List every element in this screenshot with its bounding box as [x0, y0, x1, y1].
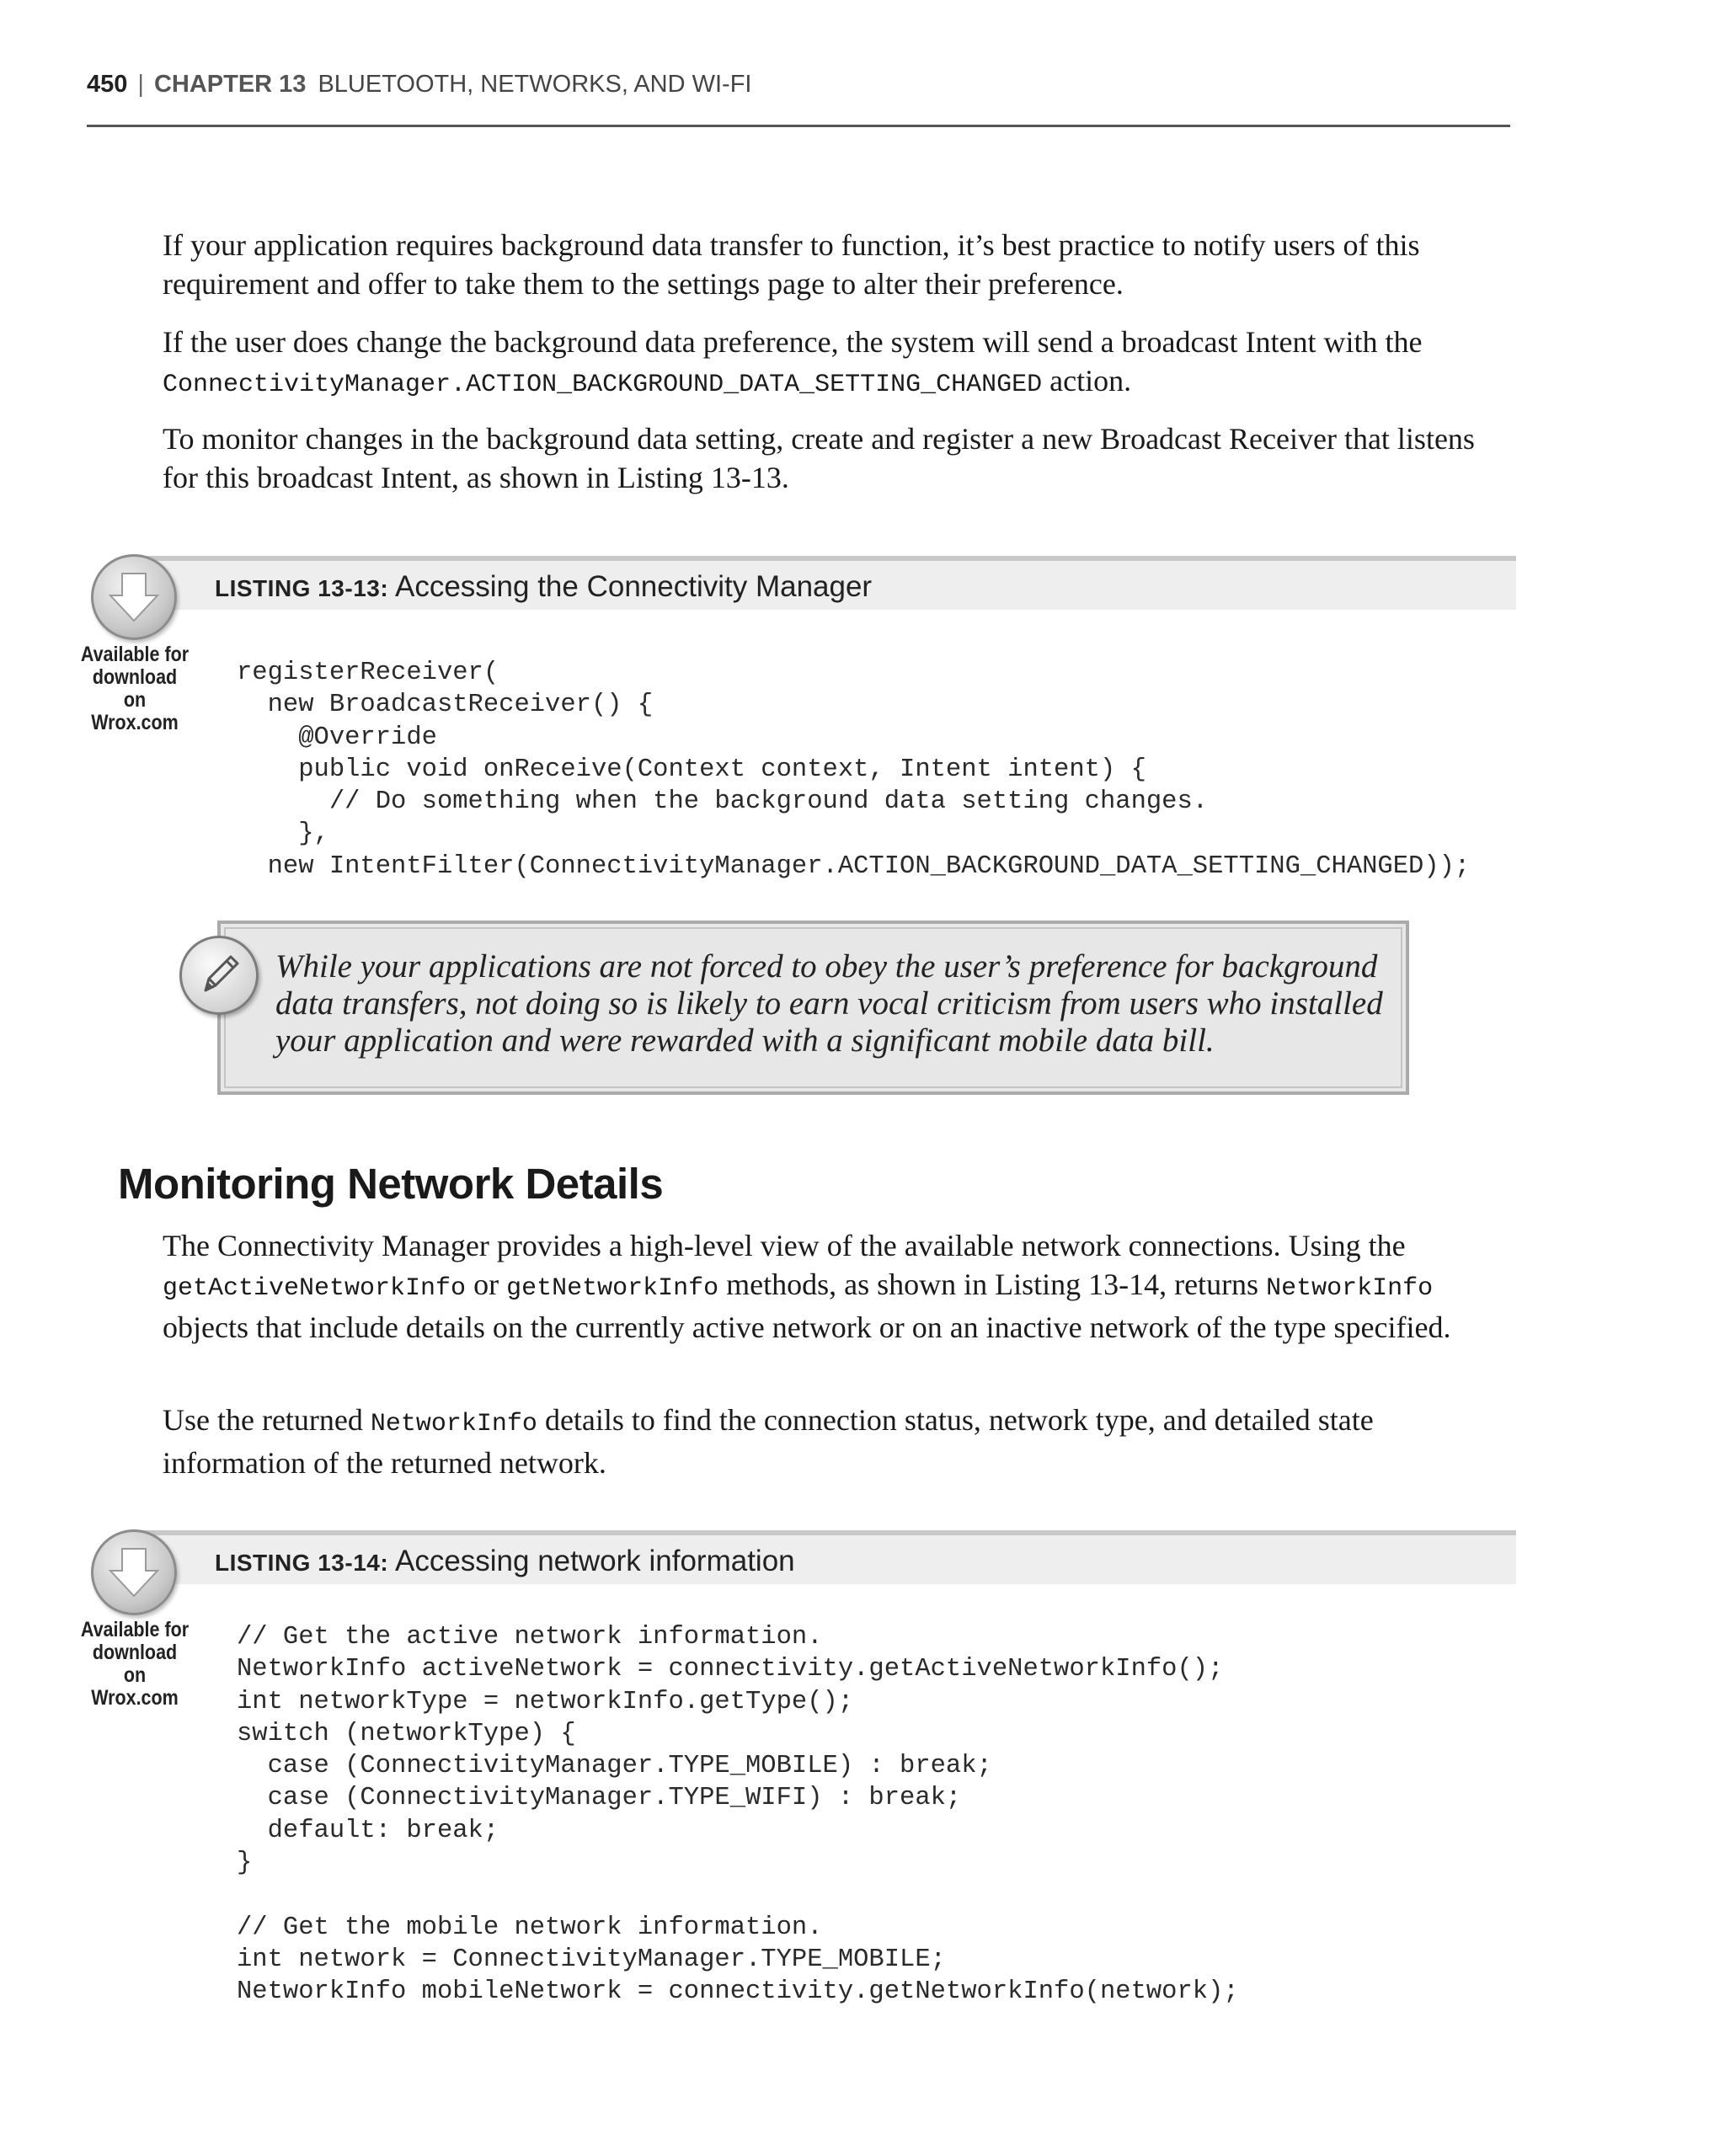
paragraph-text: If the user does change the background data preference, the system will send a broadcast Intent with the	[163, 325, 1423, 359]
header-rule	[87, 125, 1510, 127]
listing-13-14-header	[126, 1530, 1516, 1584]
paragraph-monitor-changes: To monitor changes in the background data setting, create and register a new Broadcast Receiver that listens for this broadcast Intent, as shown in Listing 13-13.	[163, 422, 1475, 494]
chapter-title: BLUETOOTH, NETWORKS, AND WI-FI	[318, 71, 752, 98]
paragraph-background-transfer: If your application requires background data transfer to function, it’s best practice to notify users of this requirement and offer to take them to the settings page to alter their preference.	[163, 228, 1420, 301]
download-arrow-icon	[91, 1529, 177, 1615]
chapter-label: CHAPTER 13	[153, 71, 307, 98]
page-number: 450	[87, 71, 128, 98]
running-header	[87, 67, 1510, 101]
code-listing-13-13: registerReceiver( new BroadcastReceiver() { @Override public void onReceive(Context context, Intent intent) { // Do something when the background data setting changes. }, new IntentFilter(ConnectivityManager.ACTION_BACKGROUND_DATA_SETTING_CHANGED));	[237, 659, 1471, 881]
inline-code: getActiveNetworkInfo	[163, 1274, 467, 1303]
paragraph-text: methods, as shown in Listing 13-14, returns	[718, 1267, 1267, 1301]
listing-label: LISTING 13-13:	[215, 575, 389, 601]
download-availability-note	[81, 1619, 190, 1710]
paragraph-text: objects that include details on the currently active network or on an inactive network of the type specified.	[163, 1310, 1451, 1344]
code-listing-13-14: // Get the active network information. NetworkInfo activeNetwork = connectivity.getActiveNetworkInfo(); int networkType = networkInfo.getType(); switch (networkType) { case (ConnectivityManager.TYPE_MOBILE) : break; case (ConnectivityManager.TYPE_WIFI) : break; default: break; } // Get the mobile network information. int network = ConnectivityManager.TYPE_MOBILE; NetworkInfo mobileNetwork = connectivity.getNetworkInfo(network);	[237, 1623, 1239, 2007]
paragraph-text: The Connectivity Manager provides a high-level view of the available network connections. Using the	[163, 1229, 1406, 1262]
inline-code: NetworkInfo	[370, 1410, 537, 1438]
listing-13-13-header	[126, 556, 1516, 610]
paragraph-text: details to find the connection status, network type, and detailed state information of the returned network.	[163, 1403, 1374, 1480]
download-note-line: download on	[92, 665, 178, 712]
download-note-line: Wrox.com	[91, 1686, 179, 1710]
listing-label: LISTING 13-14:	[215, 1550, 389, 1576]
paragraph-text: or	[466, 1267, 507, 1301]
header-separator: |	[137, 71, 144, 98]
inline-code: ConnectivityManager.ACTION_BACKGROUND_DATA_SETTING_CHANGED	[163, 371, 1043, 399]
listing-title	[215, 1535, 795, 1584]
listing-title	[215, 561, 872, 610]
paragraph-networkinfo-details	[163, 1401, 1510, 1482]
download-note-line: Available for	[80, 1618, 190, 1641]
section-heading: Monitoring Network Details	[118, 1160, 664, 1208]
listing-caption: Accessing the Connectivity Manager	[394, 570, 873, 603]
download-arrow-icon	[91, 554, 177, 640]
download-note-line: download on	[92, 1641, 178, 1687]
pencil-icon	[179, 936, 259, 1015]
download-note-line: Available for	[80, 643, 190, 666]
download-availability-note	[81, 643, 190, 734]
paragraph-connectivity-manager	[163, 1226, 1510, 1347]
inline-code: getNetworkInfo	[506, 1274, 719, 1303]
download-note-line: Wrox.com	[91, 711, 179, 734]
paragraph-broadcast-intent	[163, 323, 1510, 404]
paragraph-text: Use the returned	[163, 1403, 371, 1437]
paragraph-text: action.	[1042, 364, 1132, 398]
listing-caption: Accessing network information	[394, 1545, 795, 1577]
note-text: While your applications are not forced to obey the user’s preference for background data transfers, not doing so is likely to earn vocal criticism from users who installed your application and were rewarded with a significant mobile data bill.	[275, 948, 1383, 1059]
inline-code: NetworkInfo	[1266, 1274, 1434, 1303]
